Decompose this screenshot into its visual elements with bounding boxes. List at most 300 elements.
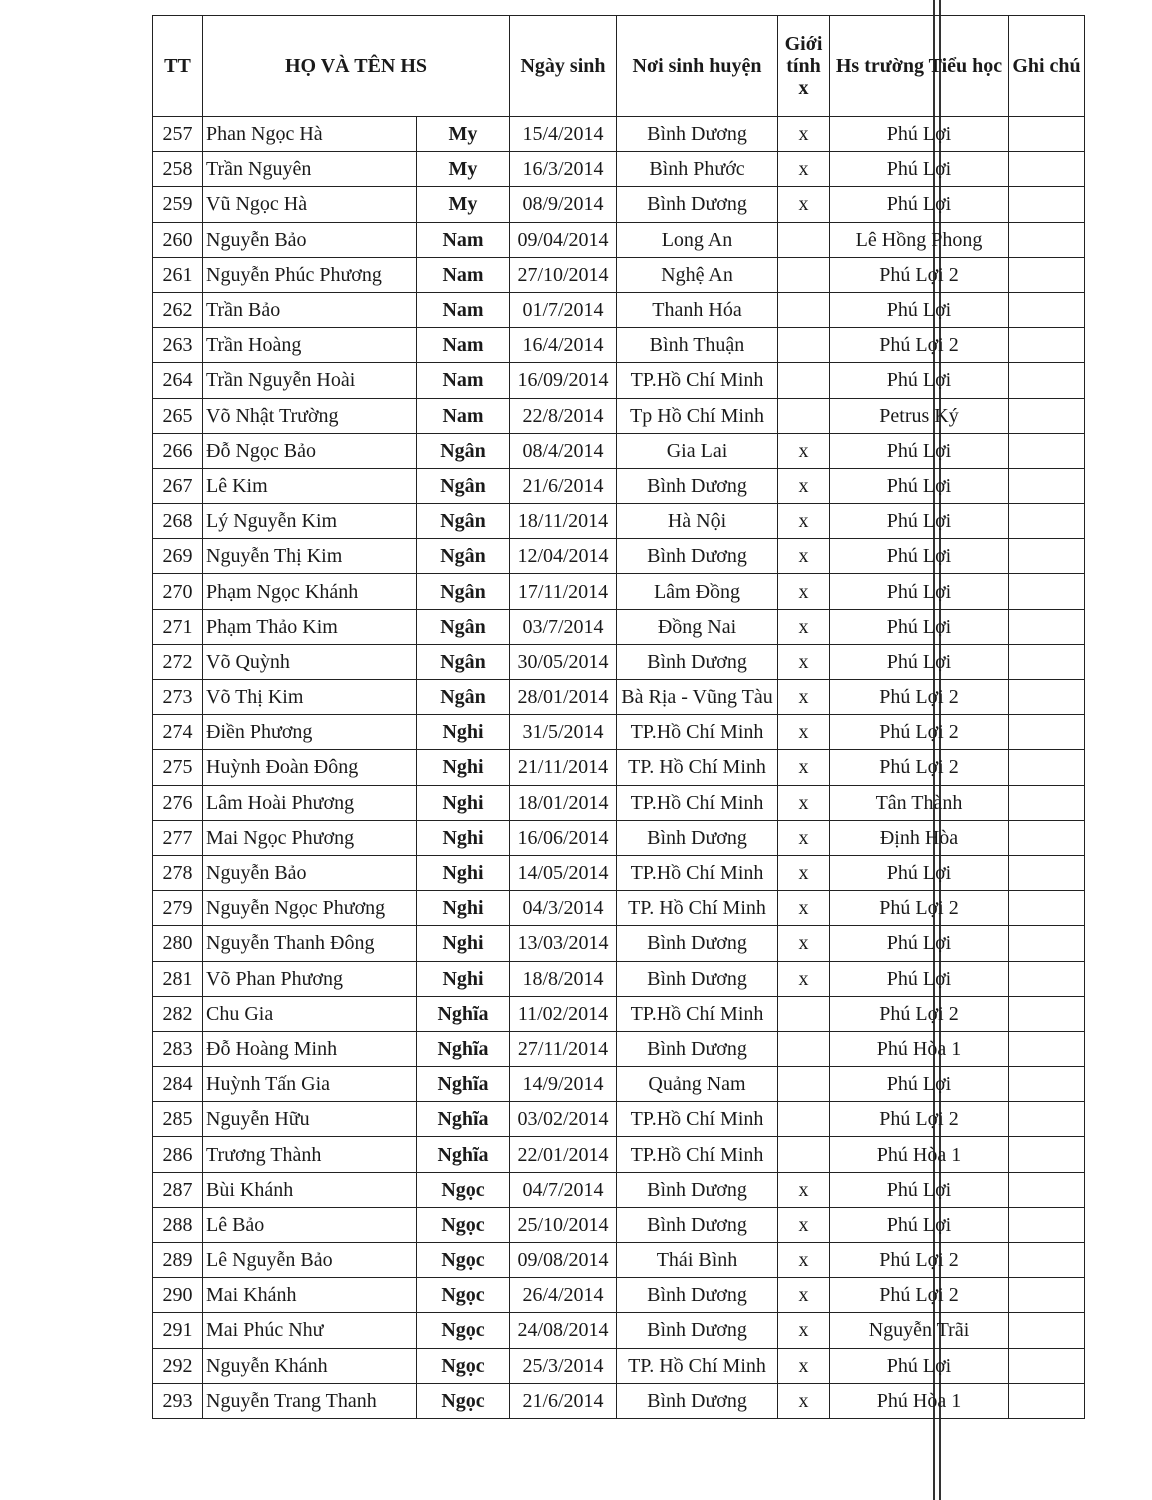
cell-tt: 288 [153,1207,203,1242]
table-row [153,398,1085,433]
cell-ngay-sinh: 14/05/2014 [510,855,617,890]
cell-ghi-chu [1009,926,1085,961]
cell-gioi-tinh [778,1102,830,1137]
cell-ten: Ngân [417,680,510,715]
table-row [153,504,1085,539]
cell-noi-sinh: TP.Hồ Chí Minh [617,855,778,890]
cell-gioi-tinh: x [778,1278,830,1313]
cell-gioi-tinh: x [778,926,830,961]
table-row [153,539,1085,574]
cell-tt: 291 [153,1313,203,1348]
cell-ho-dem: Võ Nhật Trường [203,398,417,433]
table-row [153,609,1085,644]
cell-ten: Nghĩa [417,996,510,1031]
cell-ngay-sinh: 03/7/2014 [510,609,617,644]
cell-ho-dem: Võ Quỳnh [203,644,417,679]
cell-ghi-chu [1009,1348,1085,1383]
cell-truong: Petrus Ký [830,398,1009,433]
cell-ngay-sinh: 21/6/2014 [510,1383,617,1418]
cell-noi-sinh: Bình Dương [617,1278,778,1313]
cell-ngay-sinh: 09/04/2014 [510,222,617,257]
cell-truong: Phú Lợi [830,433,1009,468]
cell-tt: 283 [153,1031,203,1066]
cell-ten: Nghi [417,891,510,926]
cell-ghi-chu [1009,820,1085,855]
cell-noi-sinh: TP.Hồ Chí Minh [617,996,778,1031]
table-row [153,750,1085,785]
cell-ngay-sinh: 04/7/2014 [510,1172,617,1207]
cell-truong: Phú Hòa 1 [830,1031,1009,1066]
header-tt: TT [153,16,203,117]
cell-ngay-sinh: 14/9/2014 [510,1067,617,1102]
cell-noi-sinh: Bình Dương [617,1313,778,1348]
cell-ngay-sinh: 30/05/2014 [510,644,617,679]
cell-truong: Phú Lợi 2 [830,996,1009,1031]
cell-ngay-sinh: 15/4/2014 [510,117,617,152]
cell-noi-sinh: Bà Rịa - Vũng Tàu [617,680,778,715]
cell-ho-dem: Nguyễn Khánh [203,1348,417,1383]
cell-gioi-tinh [778,1067,830,1102]
cell-tt: 279 [153,891,203,926]
table-row [153,680,1085,715]
cell-ghi-chu [1009,1207,1085,1242]
header-truong: Hs trường Tiểu học [830,16,1009,117]
cell-gioi-tinh: x [778,680,830,715]
cell-tt: 269 [153,539,203,574]
cell-ten: Nghĩa [417,1031,510,1066]
header-ho-ten: HỌ VÀ TÊN HS [203,16,510,117]
cell-ngay-sinh: 17/11/2014 [510,574,617,609]
table-row [153,1137,1085,1172]
cell-tt: 264 [153,363,203,398]
cell-ghi-chu [1009,961,1085,996]
cell-ghi-chu [1009,1102,1085,1137]
cell-gioi-tinh: x [778,715,830,750]
cell-ghi-chu [1009,398,1085,433]
cell-truong: Phú Lợi [830,187,1009,222]
cell-ghi-chu [1009,750,1085,785]
cell-gioi-tinh [778,222,830,257]
cell-tt: 271 [153,609,203,644]
cell-ngay-sinh: 26/4/2014 [510,1278,617,1313]
cell-ho-dem: Phan Ngọc Hà [203,117,417,152]
cell-ho-dem: Huỳnh Tấn Gia [203,1067,417,1102]
cell-ngay-sinh: 21/11/2014 [510,750,617,785]
cell-gioi-tinh: x [778,1243,830,1278]
cell-gioi-tinh: x [778,891,830,926]
cell-ten: My [417,187,510,222]
cell-ghi-chu [1009,363,1085,398]
cell-ten: Nam [417,328,510,363]
cell-ho-dem: Lê Nguyễn Bảo [203,1243,417,1278]
cell-ngay-sinh: 08/4/2014 [510,433,617,468]
cell-ghi-chu [1009,504,1085,539]
cell-ten: My [417,152,510,187]
cell-ghi-chu [1009,996,1085,1031]
table-row [153,363,1085,398]
cell-ho-dem: Trần Nguyên [203,152,417,187]
table-row [153,926,1085,961]
cell-ho-dem: Võ Phan Phương [203,961,417,996]
cell-tt: 278 [153,855,203,890]
header-ghi-chu: Ghi chú [1009,16,1085,117]
cell-ho-dem: Huỳnh Đoàn Đông [203,750,417,785]
cell-noi-sinh: Bình Dương [617,1172,778,1207]
cell-gioi-tinh [778,363,830,398]
cell-gioi-tinh: x [778,433,830,468]
cell-ngay-sinh: 18/01/2014 [510,785,617,820]
cell-ghi-chu [1009,1243,1085,1278]
cell-ghi-chu [1009,539,1085,574]
cell-ho-dem: Nguyễn Thanh Đông [203,926,417,961]
cell-ten: Nghĩa [417,1137,510,1172]
cell-ho-dem: Mai Khánh [203,1278,417,1313]
cell-truong: Phú Lợi [830,117,1009,152]
cell-ho-dem: Lê Bảo [203,1207,417,1242]
cell-gioi-tinh: x [778,468,830,503]
table-row [153,996,1085,1031]
cell-ten: Ngân [417,609,510,644]
cell-ho-dem: Nguyễn Ngọc Phương [203,891,417,926]
cell-ghi-chu [1009,1031,1085,1066]
cell-ghi-chu [1009,1067,1085,1102]
table-row [153,1031,1085,1066]
cell-truong: Phú Lợi 2 [830,328,1009,363]
cell-tt: 287 [153,1172,203,1207]
cell-tt: 282 [153,996,203,1031]
cell-ten: Ngân [417,468,510,503]
cell-ten: Nghi [417,820,510,855]
cell-ghi-chu [1009,644,1085,679]
cell-ho-dem: Lâm Hoài Phương [203,785,417,820]
cell-tt: 268 [153,504,203,539]
table-header-row [153,16,1085,117]
cell-ghi-chu [1009,785,1085,820]
table-row [153,292,1085,327]
cell-ngay-sinh: 13/03/2014 [510,926,617,961]
cell-ghi-chu [1009,117,1085,152]
cell-ngay-sinh: 28/01/2014 [510,680,617,715]
cell-gioi-tinh: x [778,1313,830,1348]
cell-truong: Phú Lợi [830,961,1009,996]
table-row [153,1348,1085,1383]
cell-ho-dem: Nguyễn Bảo [203,855,417,890]
cell-ngay-sinh: 12/04/2014 [510,539,617,574]
cell-truong: Phú Hòa 1 [830,1137,1009,1172]
cell-ten: Nam [417,363,510,398]
cell-truong: Phú Lợi 2 [830,680,1009,715]
cell-truong: Phú Hòa 1 [830,1383,1009,1418]
cell-noi-sinh: TP.Hồ Chí Minh [617,1102,778,1137]
cell-truong: Phú Lợi [830,1067,1009,1102]
cell-ten: Nghi [417,961,510,996]
cell-ho-dem: Nguyễn Phúc Phương [203,257,417,292]
header-ngay-sinh: Ngày sinh [510,16,617,117]
cell-ten: Ngân [417,644,510,679]
cell-truong: Phú Lợi 2 [830,891,1009,926]
cell-tt: 265 [153,398,203,433]
cell-ho-dem: Trương Thành [203,1137,417,1172]
cell-tt: 285 [153,1102,203,1137]
table-row [153,855,1085,890]
cell-ten: Nghĩa [417,1067,510,1102]
cell-ghi-chu [1009,152,1085,187]
cell-gioi-tinh [778,257,830,292]
cell-ho-dem: Mai Phúc Như [203,1313,417,1348]
cell-ten: Ngọc [417,1383,510,1418]
cell-ngay-sinh: 16/3/2014 [510,152,617,187]
cell-ghi-chu [1009,891,1085,926]
cell-tt: 293 [153,1383,203,1418]
cell-truong: Phú Lợi [830,504,1009,539]
cell-tt: 257 [153,117,203,152]
cell-ho-dem: Trần Nguyễn Hoài [203,363,417,398]
cell-ghi-chu [1009,715,1085,750]
cell-noi-sinh: Bình Phước [617,152,778,187]
table-row [153,1207,1085,1242]
cell-ten: Nam [417,292,510,327]
cell-ngay-sinh: 03/02/2014 [510,1102,617,1137]
cell-ten: Nghi [417,855,510,890]
cell-tt: 274 [153,715,203,750]
table-row [153,785,1085,820]
cell-truong: Phú Lợi [830,363,1009,398]
cell-tt: 262 [153,292,203,327]
cell-tt: 272 [153,644,203,679]
cell-ho-dem: Nguyễn Hữu [203,1102,417,1137]
cell-gioi-tinh: x [778,574,830,609]
cell-ngay-sinh: 01/7/2014 [510,292,617,327]
cell-ho-dem: Phạm Ngọc Khánh [203,574,417,609]
table-row [153,961,1085,996]
cell-gioi-tinh: x [778,1383,830,1418]
cell-gioi-tinh: x [778,152,830,187]
table-row [153,257,1085,292]
cell-ngay-sinh: 25/3/2014 [510,1348,617,1383]
student-roster-table [152,15,1085,1419]
cell-ghi-chu [1009,257,1085,292]
cell-ghi-chu [1009,1313,1085,1348]
table-row [153,574,1085,609]
cell-gioi-tinh: x [778,504,830,539]
cell-ngay-sinh: 31/5/2014 [510,715,617,750]
cell-truong: Phú Lợi 2 [830,1102,1009,1137]
cell-ten: Nam [417,222,510,257]
cell-ngay-sinh: 27/11/2014 [510,1031,617,1066]
cell-noi-sinh: Bình Dương [617,117,778,152]
table-row [153,1067,1085,1102]
cell-gioi-tinh: x [778,750,830,785]
header-noi-sinh: Nơi sinh huyện [617,16,778,117]
cell-ngay-sinh: 16/4/2014 [510,328,617,363]
cell-ghi-chu [1009,1383,1085,1418]
cell-truong: Phú Lợi [830,574,1009,609]
cell-ten: Ngọc [417,1207,510,1242]
cell-tt: 266 [153,433,203,468]
cell-ngay-sinh: 18/8/2014 [510,961,617,996]
cell-gioi-tinh: x [778,1348,830,1383]
table-row [153,222,1085,257]
cell-ten: Ngọc [417,1172,510,1207]
cell-ten: Ngọc [417,1278,510,1313]
cell-noi-sinh: Bình Dương [617,961,778,996]
cell-tt: 273 [153,680,203,715]
cell-noi-sinh: Bình Dương [617,539,778,574]
cell-ten: Ngân [417,574,510,609]
cell-tt: 261 [153,257,203,292]
cell-gioi-tinh: x [778,1207,830,1242]
cell-truong: Phú Lợi [830,1348,1009,1383]
cell-ghi-chu [1009,680,1085,715]
cell-ho-dem: Mai Ngọc Phương [203,820,417,855]
cell-truong: Phú Lợi [830,539,1009,574]
table-row [153,117,1085,152]
cell-noi-sinh: Bình Dương [617,644,778,679]
cell-tt: 280 [153,926,203,961]
cell-truong: Phú Lợi [830,468,1009,503]
table-row [153,1172,1085,1207]
cell-noi-sinh: Thanh Hóa [617,292,778,327]
cell-gioi-tinh [778,292,830,327]
cell-ngay-sinh: 22/8/2014 [510,398,617,433]
cell-gioi-tinh: x [778,644,830,679]
table-row [153,187,1085,222]
cell-truong: Phú Lợi 2 [830,257,1009,292]
cell-ghi-chu [1009,609,1085,644]
cell-tt: 276 [153,785,203,820]
cell-ho-dem: Lý Nguyễn Kim [203,504,417,539]
cell-truong: Phú Lợi 2 [830,750,1009,785]
cell-ten: Nghi [417,785,510,820]
cell-ten: Nghi [417,750,510,785]
cell-noi-sinh: Thái Bình [617,1243,778,1278]
cell-ghi-chu [1009,574,1085,609]
cell-truong: Lê Hồng Phong [830,222,1009,257]
cell-noi-sinh: Bình Dương [617,1207,778,1242]
cell-ho-dem: Lê Kim [203,468,417,503]
cell-ngay-sinh: 08/9/2014 [510,187,617,222]
cell-truong: Phú Lợi 2 [830,1278,1009,1313]
cell-ngay-sinh: 09/08/2014 [510,1243,617,1278]
cell-ho-dem: Đỗ Hoàng Minh [203,1031,417,1066]
cell-ho-dem: Nguyễn Thị Kim [203,539,417,574]
cell-noi-sinh: TP. Hồ Chí Minh [617,891,778,926]
cell-gioi-tinh: x [778,609,830,644]
cell-ten: Nghi [417,926,510,961]
table-body [153,117,1085,1419]
cell-noi-sinh: Bình Dương [617,468,778,503]
cell-tt: 263 [153,328,203,363]
cell-noi-sinh: Đồng Nai [617,609,778,644]
table-row [153,433,1085,468]
cell-noi-sinh: Lâm Đồng [617,574,778,609]
cell-ngay-sinh: 25/10/2014 [510,1207,617,1242]
cell-gioi-tinh: x [778,1172,830,1207]
cell-tt: 286 [153,1137,203,1172]
cell-noi-sinh: Bình Thuận [617,328,778,363]
cell-ghi-chu [1009,328,1085,363]
cell-gioi-tinh [778,328,830,363]
cell-ho-dem: Chu Gia [203,996,417,1031]
cell-noi-sinh: TP.Hồ Chí Minh [617,715,778,750]
cell-noi-sinh: Hà Nội [617,504,778,539]
cell-ten: Nghĩa [417,1102,510,1137]
cell-ngay-sinh: 22/01/2014 [510,1137,617,1172]
cell-gioi-tinh: x [778,187,830,222]
cell-gioi-tinh [778,996,830,1031]
cell-ho-dem: Đỗ Ngọc Bảo [203,433,417,468]
cell-ngay-sinh: 18/11/2014 [510,504,617,539]
cell-tt: 259 [153,187,203,222]
cell-ho-dem: Võ Thị Kim [203,680,417,715]
cell-ten: Ngọc [417,1313,510,1348]
cell-tt: 292 [153,1348,203,1383]
cell-truong: Nguyễn Trãi [830,1313,1009,1348]
cell-truong: Phú Lợi [830,609,1009,644]
cell-truong: Phú Lợi [830,1172,1009,1207]
cell-gioi-tinh: x [778,117,830,152]
cell-tt: 290 [153,1278,203,1313]
cell-noi-sinh: TP.Hồ Chí Minh [617,1137,778,1172]
header-gioi-tinh: Giới tính x [778,16,830,117]
table-row [153,715,1085,750]
cell-ten: Nghi [417,715,510,750]
cell-truong: Phú Lợi [830,855,1009,890]
cell-ho-dem: Điền Phương [203,715,417,750]
cell-gioi-tinh [778,398,830,433]
cell-ghi-chu [1009,433,1085,468]
cell-ten: Ngân [417,433,510,468]
cell-ho-dem: Trần Hoàng [203,328,417,363]
cell-ngay-sinh: 16/09/2014 [510,363,617,398]
cell-noi-sinh: TP. Hồ Chí Minh [617,750,778,785]
table-row [153,1243,1085,1278]
cell-truong: Phú Lợi [830,292,1009,327]
cell-noi-sinh: TP. Hồ Chí Minh [617,1348,778,1383]
cell-ngay-sinh: 04/3/2014 [510,891,617,926]
cell-truong: Tân Thành [830,785,1009,820]
table-row [153,152,1085,187]
cell-ten: Nam [417,257,510,292]
cell-truong: Phú Lợi [830,152,1009,187]
cell-gioi-tinh: x [778,855,830,890]
table-row [153,1102,1085,1137]
cell-truong: Phú Lợi [830,644,1009,679]
cell-tt: 270 [153,574,203,609]
table-row [153,328,1085,363]
cell-ho-dem: Bùi Khánh [203,1172,417,1207]
cell-ho-dem: Phạm Thảo Kim [203,609,417,644]
cell-tt: 260 [153,222,203,257]
cell-ho-dem: Nguyễn Bảo [203,222,417,257]
cell-gioi-tinh [778,1137,830,1172]
cell-gioi-tinh: x [778,785,830,820]
table-row [153,1278,1085,1313]
cell-truong: Phú Lợi 2 [830,715,1009,750]
cell-ngay-sinh: 24/08/2014 [510,1313,617,1348]
table-row [153,1383,1085,1418]
cell-ngay-sinh: 11/02/2014 [510,996,617,1031]
cell-noi-sinh: Bình Dương [617,187,778,222]
cell-noi-sinh: Bình Dương [617,1031,778,1066]
cell-ghi-chu [1009,1278,1085,1313]
cell-tt: 258 [153,152,203,187]
cell-truong: Phú Lợi 2 [830,1243,1009,1278]
cell-ghi-chu [1009,187,1085,222]
cell-truong: Phú Lợi [830,1207,1009,1242]
cell-ten: Ngọc [417,1243,510,1278]
cell-ten: My [417,117,510,152]
